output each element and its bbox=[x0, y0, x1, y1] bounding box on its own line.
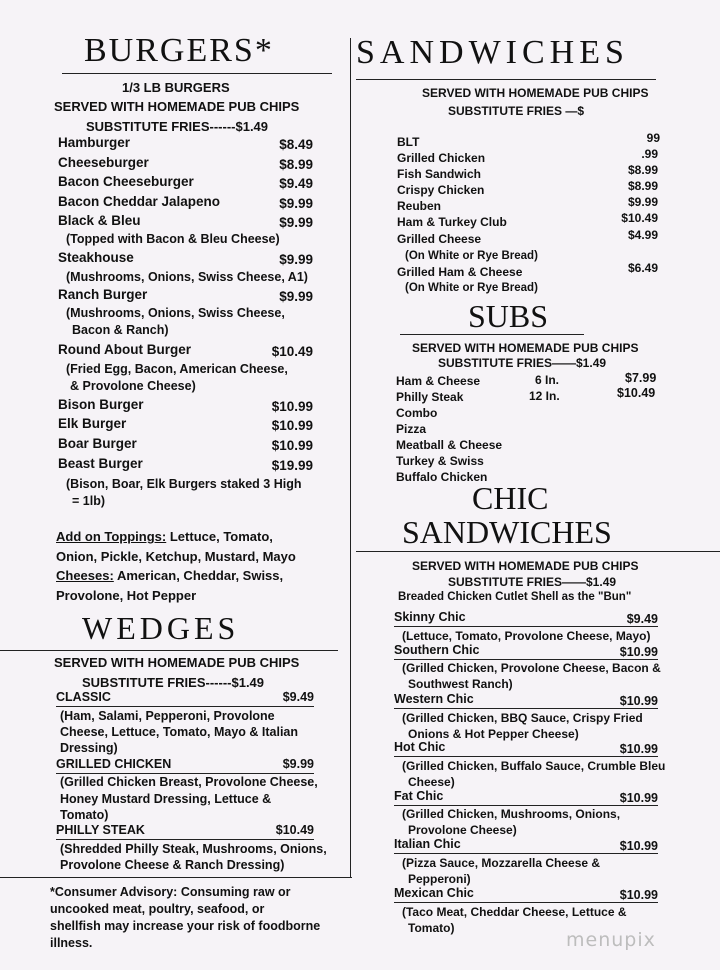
item-description: Dressing) bbox=[60, 741, 118, 755]
item-name: Round About Burger bbox=[58, 342, 191, 357]
item-price: $9.99 bbox=[627, 195, 658, 209]
item-description: (On White or Rye Bread) bbox=[405, 250, 538, 262]
item-description: (Mushrooms, Onions, Swiss Cheese, A1) bbox=[66, 270, 308, 284]
burgers-subtitle-fries: SUBSTITUTE FRIES------$1.49 bbox=[86, 119, 269, 134]
menu-item bbox=[394, 789, 658, 806]
menu-item bbox=[394, 692, 658, 709]
item-price: $9.99 bbox=[279, 289, 313, 304]
item-description: Provolone Cheese & Ranch Dressing) bbox=[60, 858, 285, 872]
wedges-subtitle-chips: SERVED WITH HOMEMADE PUB CHIPS bbox=[54, 655, 300, 670]
burgers-divider bbox=[62, 73, 332, 74]
item-name: Mexican Chic bbox=[394, 886, 474, 900]
item-description: Bacon & Ranch) bbox=[72, 323, 169, 337]
addon-toppings bbox=[56, 528, 273, 545]
item-description: (Bison, Boar, Elk Burgers staked 3 High bbox=[66, 477, 302, 491]
item-name: Beast Burger bbox=[58, 456, 143, 471]
item-price: $10.99 bbox=[619, 645, 658, 659]
item-price: $8.99 bbox=[627, 179, 658, 193]
item-description: (Pizza Sauce, Mozzarella Cheese & bbox=[402, 856, 601, 870]
item-name: Cheeseburger bbox=[58, 155, 149, 170]
list-item: Pizza bbox=[396, 422, 427, 436]
item-name: Boar Burger bbox=[58, 436, 137, 451]
item-description: Tomato) bbox=[408, 921, 455, 935]
item-description: Pepperoni) bbox=[408, 872, 471, 886]
item-name: Western Chic bbox=[394, 692, 474, 706]
menupix-watermark: menupix bbox=[566, 929, 656, 951]
list-item: Buffalo Chicken bbox=[396, 470, 488, 484]
cheese-label: Cheeses: bbox=[56, 568, 114, 583]
burgers-title: BURGERS* bbox=[84, 32, 274, 69]
item-price: $9.99 bbox=[279, 215, 313, 230]
burgers-subtitle-chips: SERVED WITH HOMEMADE PUB CHIPS bbox=[54, 99, 300, 114]
item-name: Crispy Chicken bbox=[397, 183, 485, 197]
menu-item bbox=[56, 823, 314, 840]
menu-item bbox=[56, 690, 314, 707]
item-name: Bacon Cheddar Jalapeno bbox=[58, 194, 221, 209]
addon-cheeses bbox=[56, 567, 283, 584]
list-item: Combo bbox=[396, 406, 438, 420]
item-description: Onions & Hot Pepper Cheese) bbox=[408, 727, 579, 741]
item-price: $9.99 bbox=[282, 757, 314, 771]
item-price: $10.99 bbox=[271, 399, 313, 414]
item-description: (Taco Meat, Cheddar Cheese, Lettuce & bbox=[402, 905, 627, 919]
item-price: $19.99 bbox=[271, 458, 313, 473]
cheese-line1: American, Cheddar, Swiss, bbox=[116, 568, 284, 583]
subs-subtitle-fries: SUBSTITUTE FRIES——$1.49 bbox=[438, 356, 607, 370]
item-name: Bacon Cheeseburger bbox=[58, 174, 194, 189]
item-price: $10.49 bbox=[621, 211, 658, 225]
item-price: 99 bbox=[646, 131, 660, 145]
item-price: $8.99 bbox=[627, 163, 658, 177]
item-name: BLT bbox=[397, 135, 420, 149]
item-name: Grilled Chicken bbox=[397, 151, 486, 165]
item-price: $10.49 bbox=[275, 823, 314, 837]
addon-line1: Lettuce, Tomato, bbox=[169, 529, 273, 544]
sandwiches-title: SANDWICHES bbox=[356, 34, 629, 71]
item-price: .99 bbox=[641, 147, 658, 161]
item-price: $6.49 bbox=[627, 261, 658, 275]
item-description: (Topped with Bacon & Bleu Cheese) bbox=[66, 232, 280, 246]
chic-subtitle-fries: SUBSTITUTE FRIES——$1.49 bbox=[448, 575, 617, 589]
item-description: (Grilled Chicken Breast, Provolone Cheese, bbox=[60, 775, 318, 789]
list-item: Meatball & Cheese bbox=[396, 438, 503, 452]
item-price: $9.49 bbox=[626, 612, 658, 626]
burgers-subtitle-size: 1/3 LB BURGERS bbox=[122, 80, 230, 95]
item-price: $4.99 bbox=[627, 228, 658, 242]
sub-size-small: 6 In. bbox=[535, 373, 560, 387]
menu-item bbox=[394, 610, 658, 627]
menu-item bbox=[394, 837, 658, 854]
item-name: Elk Burger bbox=[58, 416, 127, 431]
item-price: $10.99 bbox=[271, 438, 313, 453]
advisory-line: shellfish may increase your risk of foodborne bbox=[50, 919, 321, 933]
item-description: (Ham, Salami, Pepperoni, Provolone bbox=[60, 709, 275, 723]
item-name: Skinny Chic bbox=[394, 610, 466, 624]
item-description: (Shredded Philly Steak, Mushrooms, Onions, bbox=[60, 842, 327, 856]
chic-title-line1: CHIC bbox=[472, 480, 549, 516]
item-price: $10.99 bbox=[619, 694, 658, 708]
item-price: $10.99 bbox=[619, 791, 658, 805]
item-description: (Lettuce, Tomato, Provolone Cheese, Mayo) bbox=[402, 629, 651, 643]
item-name: Grilled Ham & Cheese bbox=[397, 265, 523, 279]
item-price: $10.99 bbox=[271, 418, 313, 433]
sub-size-large: 12 In. bbox=[529, 389, 560, 403]
sandwiches-subtitle-chips: SERVED WITH HOMEMADE PUB CHIPS bbox=[422, 86, 649, 100]
wedges-title: WEDGES bbox=[82, 610, 240, 646]
item-name: Hot Chic bbox=[394, 740, 446, 754]
sandwiches-divider bbox=[356, 79, 656, 80]
item-description: (Grilled Chicken, Buffalo Sauce, Crumble Bleu bbox=[402, 759, 666, 773]
menu-item bbox=[56, 757, 314, 774]
item-description: & Provolone Cheese) bbox=[70, 379, 196, 393]
item-description: = 1lb) bbox=[72, 494, 105, 508]
list-item: Ham & Cheese bbox=[396, 374, 481, 388]
item-description: Tomato) bbox=[60, 808, 109, 822]
sub-price-small: $7.99 bbox=[625, 371, 657, 385]
sandwiches-subtitle-fries: SUBSTITUTE FRIES —$ bbox=[448, 104, 585, 118]
item-name: Fat Chic bbox=[394, 789, 444, 803]
item-description: Cheese) bbox=[408, 775, 455, 789]
item-description: (Fried Egg, Bacon, American Cheese, bbox=[66, 362, 288, 376]
list-item: Turkey & Swiss bbox=[396, 454, 484, 468]
item-name: Grilled Cheese bbox=[397, 232, 482, 246]
addon-label: Add on Toppings: bbox=[56, 529, 167, 544]
item-name: Italian Chic bbox=[394, 837, 461, 851]
item-name: PHILLY STEAK bbox=[56, 823, 145, 837]
item-description: Honey Mustard Dressing, Lettuce & bbox=[60, 792, 272, 806]
wedges-subtitle-fries: SUBSTITUTE FRIES------$1.49 bbox=[82, 675, 265, 690]
item-name: Hamburger bbox=[58, 135, 131, 150]
item-price: $10.99 bbox=[619, 742, 658, 756]
item-price: $10.99 bbox=[619, 888, 658, 902]
item-description: (Grilled Chicken, Mushrooms, Onions, bbox=[402, 807, 621, 821]
chic-subtitle-chips: SERVED WITH HOMEMADE PUB CHIPS bbox=[412, 559, 639, 573]
wedges-divider bbox=[0, 650, 338, 651]
item-price: $9.49 bbox=[282, 690, 314, 704]
item-price: $10.99 bbox=[619, 839, 658, 853]
item-name: Southern Chic bbox=[394, 643, 480, 657]
item-name: Bison Burger bbox=[58, 397, 144, 412]
item-description: (Grilled Chicken, BBQ Sauce, Crispy Fried bbox=[402, 711, 643, 725]
item-price: $8.99 bbox=[279, 157, 313, 172]
item-name: GRILLED CHICKEN bbox=[56, 757, 172, 771]
item-price: $10.49 bbox=[271, 344, 313, 359]
subs-divider bbox=[400, 334, 584, 335]
item-description: (Mushrooms, Onions, Swiss Cheese, bbox=[66, 306, 285, 320]
subs-subtitle-chips: SERVED WITH HOMEMADE PUB CHIPS bbox=[412, 341, 639, 355]
sub-price-large: $10.49 bbox=[617, 386, 656, 400]
chic-title-line2: SANDWICHES bbox=[402, 514, 612, 550]
column-separator bbox=[350, 38, 351, 878]
item-description: Cheese, Lettuce, Tomato, Mayo & Italian bbox=[60, 725, 299, 739]
item-name: Fish Sandwich bbox=[397, 167, 482, 181]
advisory-line: illness. bbox=[50, 936, 93, 950]
item-name: Ham & Turkey Club bbox=[397, 215, 507, 229]
menu-item bbox=[394, 643, 658, 660]
item-name: Reuben bbox=[397, 199, 442, 213]
chic-divider bbox=[356, 551, 720, 552]
item-name: CLASSIC bbox=[56, 690, 111, 704]
item-name: Ranch Burger bbox=[58, 287, 148, 302]
item-price: $9.99 bbox=[279, 252, 313, 267]
item-price: $8.49 bbox=[279, 137, 313, 152]
item-description: (Grilled Chicken, Provolone Cheese, Bacon & bbox=[402, 661, 661, 675]
item-name: Black & Bleu bbox=[58, 213, 141, 228]
subs-title: SUBS bbox=[468, 298, 549, 334]
item-description: Southwest Ranch) bbox=[408, 677, 513, 691]
item-price: $9.49 bbox=[279, 176, 313, 191]
item-description: (On White or Rye Bread) bbox=[405, 282, 538, 294]
advisory-line: *Consumer Advisory: Consuming raw or bbox=[50, 885, 291, 899]
menu-item bbox=[394, 740, 658, 757]
addon-cheeses-line2: Provolone, Hot Pepper bbox=[56, 588, 197, 603]
advisory-line: uncooked meat, poultry, seafood, or bbox=[50, 902, 265, 916]
menu-item bbox=[394, 886, 658, 903]
item-description: Provolone Cheese) bbox=[408, 823, 517, 837]
advisory-divider bbox=[0, 877, 352, 878]
item-price: $9.99 bbox=[279, 196, 313, 211]
addon-toppings-line2: Onion, Pickle, Ketchup, Mustard, Mayo bbox=[56, 549, 296, 564]
chic-subtitle-bun: Breaded Chicken Cutlet Shell as the "Bun" bbox=[398, 591, 632, 603]
item-name: Steakhouse bbox=[58, 250, 134, 265]
list-item: Philly Steak bbox=[396, 390, 464, 404]
